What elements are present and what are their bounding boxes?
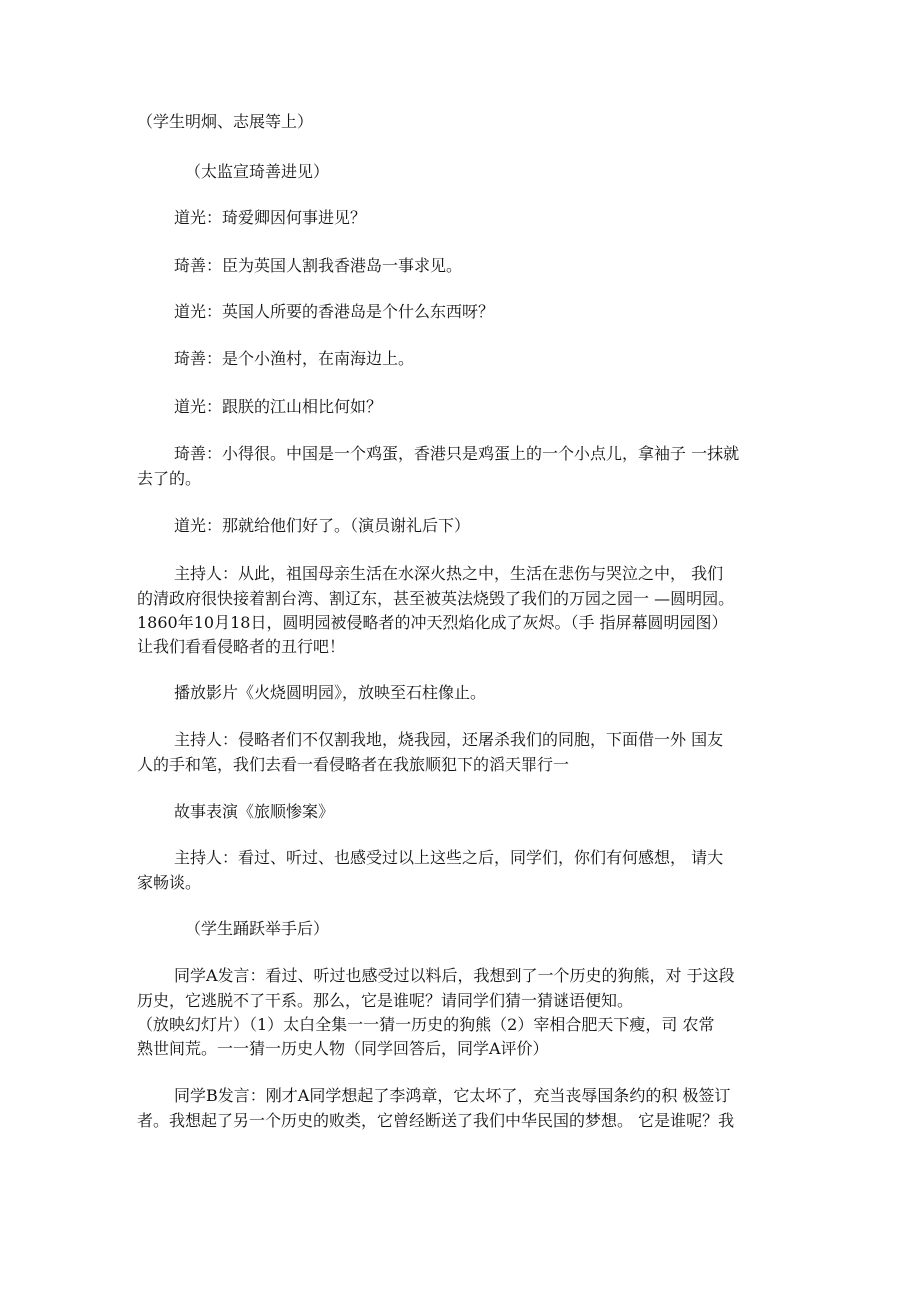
dialogue-line: 去了的。 [137, 469, 202, 488]
host-line: 家畅谈。 [137, 873, 202, 892]
dialogue-line: 道光：跟朕的江山相比何如？ [174, 397, 383, 416]
host-line: 1860年10月18日，圆明园被侵略者的冲天烈焰化成了灰烬。（手 指屏幕圆明园图） [137, 613, 728, 632]
dialogue-line: 道光：英国人所要的香港岛是个什么东西呀？ [174, 302, 495, 321]
body-line: 播放影片《火烧圆明园》，放映至石柱像止。 [174, 683, 487, 702]
dialogue-line: 道光：那就给他们好了。（演员谢礼后下） [174, 516, 471, 535]
dialogue-line: 道光：琦爱卿因何事进见？ [174, 208, 367, 227]
host-line: 主持人：看过、听过、也感受过以上这些之后，同学们，你们有何感想， 请大 [174, 848, 724, 867]
host-line: 让我们看看侵略者的丑行吧！ [137, 637, 346, 656]
student-line: 历史，它逃脱不了干系。那么，它是谁呢？请同学们猜一猜谜语便知。 [137, 991, 634, 1010]
dialogue-line: 琦善：是个小渔村，在南海边上。 [174, 349, 415, 368]
student-line: 熟世间荒。一一猜一历史人物（同学回答后，同学A评价） [137, 1039, 549, 1058]
stage-direction: （学生踊跃举手后） [185, 919, 330, 938]
host-line: 人的手和笔，我们去看一看侵略者在我旅顺犯下的滔天罪行一 [137, 755, 570, 774]
stage-direction: （太监宣琦善进见） [185, 162, 330, 181]
dialogue-line: 琦善：小得很。中国是一个鸡蛋，香港只是鸡蛋上的一个小点儿，拿袖子 一抹就 [174, 444, 740, 463]
host-line: 主持人：从此，祖国母亲生活在水深火热之中，生活在悲伤与哭泣之中， 我们 [174, 564, 724, 583]
host-line: 主持人：侵略者们不仅割我地，烧我园，还屠杀我们的同胞，下面借一外 国友 [174, 730, 724, 749]
student-line: 同学A发言：看过、听过也感受过以料后，我想到了一个历史的狗熊，对 于这段 [174, 966, 735, 985]
dialogue-line: 琦善：臣为英国人割我香港岛一事求见。 [174, 256, 463, 275]
body-line: 故事表演《旅顺惨案》 [174, 802, 335, 821]
stage-direction: （学生明炯、志展等上） [137, 112, 314, 131]
student-line: 者。我想起了另一个历史的败类，它曾经断送了我们中华民国的梦想。 它是谁呢？我 [137, 1111, 735, 1130]
student-line: （放映幻灯片）（1）太白全集一一猜一历史的狗熊（2）宰相合肥天下瘦，司 农常 [137, 1015, 715, 1034]
student-line: 同学B发言：刚才A同学想起了李鸿章，它太坏了，充当丧辱国条约的积 极签订 [174, 1086, 731, 1105]
host-line: 的清政府很快接着割台湾、割辽东，甚至被英法烧毁了我们的万园之园一 —圆明园。 [137, 589, 735, 608]
